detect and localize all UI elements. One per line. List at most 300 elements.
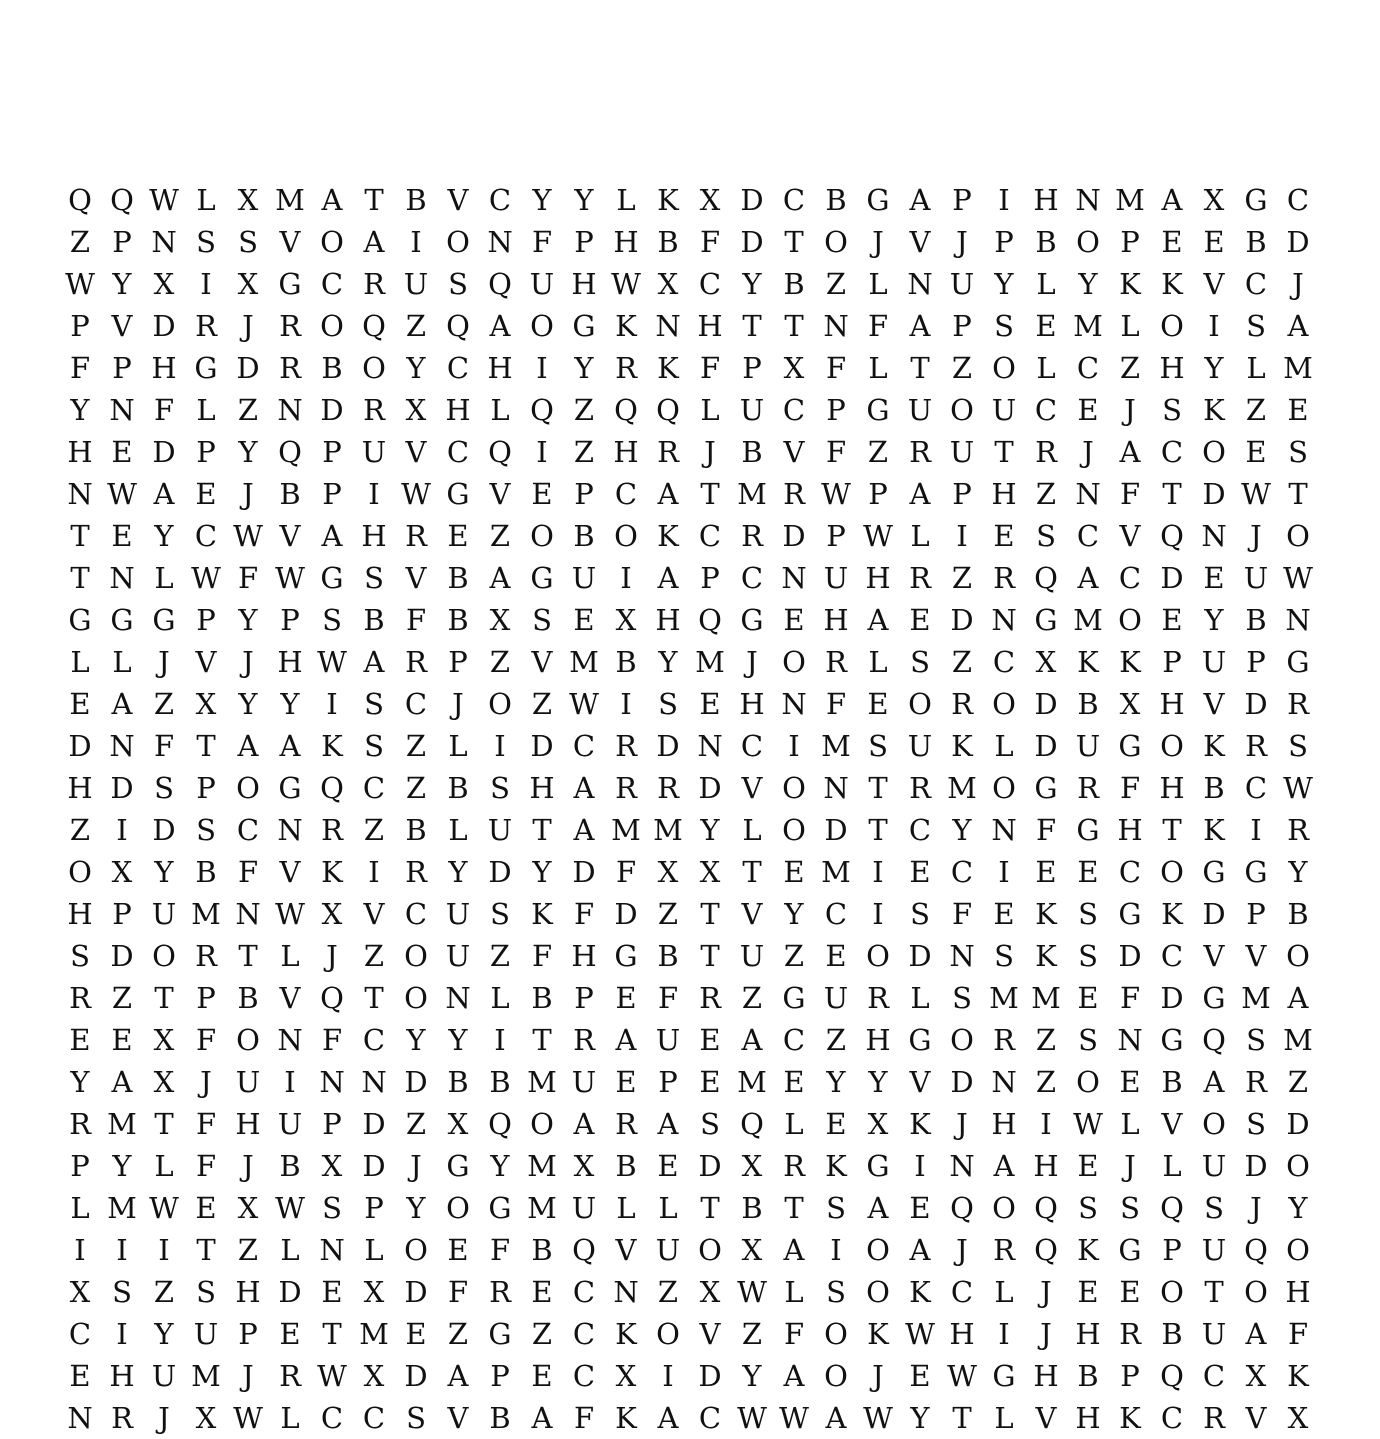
letter-cell[interactable]: S: [1204, 1191, 1224, 1225]
letter-cell[interactable]: R: [405, 855, 427, 889]
letter-cell[interactable]: W: [863, 1401, 893, 1435]
letter-cell[interactable]: Z: [825, 267, 847, 301]
letter-cell[interactable]: G: [992, 1359, 1016, 1393]
letter-cell[interactable]: S: [196, 1275, 216, 1309]
letter-cell[interactable]: N: [991, 813, 1017, 847]
letter-cell[interactable]: M: [569, 645, 599, 679]
letter-cell[interactable]: O: [1286, 939, 1310, 973]
letter-cell[interactable]: Z: [531, 687, 553, 721]
letter-cell[interactable]: D: [362, 1149, 386, 1183]
letter-cell[interactable]: U: [907, 393, 933, 427]
letter-cell[interactable]: E: [405, 1317, 427, 1351]
letter-cell[interactable]: G: [446, 477, 470, 511]
letter-cell[interactable]: L: [616, 183, 636, 217]
letter-cell[interactable]: F: [1119, 771, 1141, 805]
letter-cell[interactable]: B: [447, 561, 469, 595]
letter-cell[interactable]: D: [656, 729, 680, 763]
letter-cell[interactable]: A: [489, 309, 511, 343]
letter-cell[interactable]: I: [536, 435, 548, 469]
letter-cell[interactable]: E: [909, 855, 931, 889]
letter-cell[interactable]: B: [1161, 1065, 1183, 1099]
letter-cell[interactable]: Y: [112, 1149, 132, 1183]
letter-cell[interactable]: P: [1120, 1359, 1140, 1393]
letter-cell[interactable]: F: [657, 981, 679, 1015]
letter-cell[interactable]: Z: [1287, 1065, 1309, 1099]
letter-cell[interactable]: Y: [1078, 267, 1098, 301]
letter-cell[interactable]: J: [956, 1107, 968, 1141]
letter-cell[interactable]: D: [740, 225, 764, 259]
letter-cell[interactable]: D: [152, 309, 176, 343]
letter-cell[interactable]: R: [1245, 729, 1267, 763]
letter-cell[interactable]: P: [70, 1149, 90, 1183]
letter-cell[interactable]: O: [992, 687, 1016, 721]
letter-cell[interactable]: H: [1285, 1275, 1311, 1309]
letter-cell[interactable]: C: [68, 1317, 92, 1351]
letter-cell[interactable]: O: [1244, 1275, 1268, 1309]
letter-cell[interactable]: B: [279, 1149, 301, 1183]
letter-cell[interactable]: B: [573, 519, 595, 553]
letter-cell[interactable]: Q: [1160, 519, 1184, 553]
letter-cell[interactable]: C: [1076, 519, 1100, 553]
letter-cell[interactable]: G: [1034, 603, 1058, 637]
letter-cell[interactable]: F: [195, 1023, 217, 1057]
letter-cell[interactable]: D: [1118, 939, 1142, 973]
letter-cell[interactable]: G: [1076, 813, 1100, 847]
letter-cell[interactable]: J: [1124, 393, 1136, 427]
letter-cell[interactable]: U: [1201, 1317, 1227, 1351]
letter-cell[interactable]: X: [615, 1359, 637, 1393]
letter-cell[interactable]: J: [242, 477, 254, 511]
letter-cell[interactable]: Y: [1288, 1191, 1308, 1225]
letter-cell[interactable]: R: [909, 561, 931, 595]
letter-cell[interactable]: S: [154, 771, 174, 805]
letter-cell[interactable]: J: [956, 225, 968, 259]
letter-cell[interactable]: B: [741, 1191, 763, 1225]
letter-cell[interactable]: T: [532, 1023, 552, 1057]
letter-cell[interactable]: J: [158, 1401, 170, 1435]
letter-cell[interactable]: H: [697, 309, 723, 343]
letter-cell[interactable]: S: [952, 981, 972, 1015]
letter-cell[interactable]: A: [489, 561, 511, 595]
letter-cell[interactable]: M: [359, 1317, 389, 1351]
letter-cell[interactable]: J: [242, 309, 254, 343]
letter-cell[interactable]: R: [783, 477, 805, 511]
letter-cell[interactable]: K: [1077, 1233, 1099, 1267]
letter-cell[interactable]: Q: [110, 183, 134, 217]
letter-cell[interactable]: L: [112, 645, 132, 679]
letter-cell[interactable]: R: [279, 351, 301, 385]
letter-cell[interactable]: U: [949, 267, 975, 301]
letter-cell[interactable]: N: [67, 1401, 93, 1435]
letter-cell[interactable]: I: [494, 1023, 506, 1057]
letter-cell[interactable]: G: [1160, 1023, 1184, 1057]
letter-cell[interactable]: P: [196, 603, 216, 637]
letter-cell[interactable]: S: [910, 645, 930, 679]
letter-cell[interactable]: P: [952, 309, 972, 343]
letter-cell[interactable]: T: [196, 729, 216, 763]
letter-cell[interactable]: P: [574, 225, 594, 259]
letter-cell[interactable]: C: [236, 813, 260, 847]
letter-cell[interactable]: N: [949, 939, 975, 973]
letter-cell[interactable]: N: [655, 309, 681, 343]
letter-cell[interactable]: Y: [70, 1065, 90, 1099]
letter-cell[interactable]: L: [70, 1191, 90, 1225]
letter-cell[interactable]: H: [487, 351, 513, 385]
letter-cell[interactable]: L: [280, 1233, 300, 1267]
letter-cell[interactable]: R: [279, 309, 301, 343]
letter-cell[interactable]: O: [1160, 1275, 1184, 1309]
letter-cell[interactable]: E: [531, 477, 553, 511]
letter-cell[interactable]: O: [614, 519, 638, 553]
letter-cell[interactable]: H: [529, 771, 555, 805]
letter-cell[interactable]: K: [1035, 939, 1057, 973]
letter-cell[interactable]: L: [658, 1191, 678, 1225]
letter-cell[interactable]: E: [867, 687, 889, 721]
letter-cell[interactable]: I: [536, 351, 548, 385]
letter-cell[interactable]: K: [1203, 393, 1225, 427]
letter-cell[interactable]: D: [278, 1275, 302, 1309]
letter-cell[interactable]: N: [823, 309, 849, 343]
letter-cell[interactable]: R: [1077, 771, 1099, 805]
letter-cell[interactable]: R: [195, 939, 217, 973]
letter-cell[interactable]: C: [992, 645, 1016, 679]
letter-cell[interactable]: L: [910, 519, 930, 553]
letter-cell[interactable]: F: [69, 351, 91, 385]
letter-cell[interactable]: C: [572, 1317, 596, 1351]
letter-cell[interactable]: U: [487, 813, 513, 847]
letter-cell[interactable]: H: [1117, 813, 1143, 847]
letter-cell[interactable]: P: [1162, 645, 1182, 679]
letter-cell[interactable]: Q: [1160, 1191, 1184, 1225]
letter-cell[interactable]: P: [952, 477, 972, 511]
letter-cell[interactable]: J: [746, 645, 758, 679]
letter-cell[interactable]: G: [488, 1317, 512, 1351]
letter-cell[interactable]: E: [993, 897, 1015, 931]
letter-cell[interactable]: G: [866, 393, 890, 427]
letter-cell[interactable]: L: [868, 351, 888, 385]
letter-cell[interactable]: E: [825, 939, 847, 973]
letter-cell[interactable]: W: [233, 519, 263, 553]
letter-cell[interactable]: B: [447, 771, 469, 805]
letter-cell[interactable]: D: [404, 1065, 428, 1099]
letter-cell[interactable]: P: [112, 225, 132, 259]
letter-cell[interactable]: P: [196, 981, 216, 1015]
letter-cell[interactable]: S: [700, 1107, 720, 1141]
letter-cell[interactable]: R: [909, 435, 931, 469]
letter-cell[interactable]: G: [152, 603, 176, 637]
letter-cell[interactable]: J: [1082, 435, 1094, 469]
letter-cell[interactable]: H: [361, 519, 387, 553]
letter-cell[interactable]: P: [574, 981, 594, 1015]
letter-cell[interactable]: S: [1246, 309, 1266, 343]
letter-cell[interactable]: S: [1246, 1023, 1266, 1057]
letter-cell[interactable]: Q: [320, 981, 344, 1015]
letter-cell[interactable]: L: [1162, 1149, 1182, 1183]
letter-cell[interactable]: L: [1120, 309, 1140, 343]
letter-cell[interactable]: R: [279, 1359, 301, 1393]
letter-cell[interactable]: W: [1283, 561, 1313, 595]
letter-cell[interactable]: P: [1120, 225, 1140, 259]
letter-cell[interactable]: G: [194, 351, 218, 385]
letter-cell[interactable]: U: [151, 1359, 177, 1393]
letter-cell[interactable]: Y: [154, 855, 174, 889]
letter-cell[interactable]: I: [494, 729, 506, 763]
letter-cell[interactable]: N: [781, 561, 807, 595]
letter-cell[interactable]: G: [782, 981, 806, 1015]
letter-cell[interactable]: I: [872, 897, 884, 931]
letter-cell[interactable]: S: [238, 225, 258, 259]
letter-cell[interactable]: Q: [1034, 561, 1058, 595]
letter-cell[interactable]: H: [823, 603, 849, 637]
letter-cell[interactable]: C: [782, 183, 806, 217]
letter-cell[interactable]: L: [1246, 351, 1266, 385]
letter-cell[interactable]: T: [238, 939, 258, 973]
letter-cell[interactable]: E: [69, 1359, 91, 1393]
letter-cell[interactable]: O: [530, 1107, 554, 1141]
letter-cell[interactable]: F: [153, 729, 175, 763]
letter-cell[interactable]: K: [657, 351, 679, 385]
letter-cell[interactable]: K: [1119, 267, 1141, 301]
letter-cell[interactable]: I: [998, 1317, 1010, 1351]
letter-cell[interactable]: D: [1034, 729, 1058, 763]
letter-cell[interactable]: J: [704, 435, 716, 469]
letter-cell[interactable]: Y: [994, 267, 1014, 301]
letter-cell[interactable]: A: [867, 1191, 889, 1225]
letter-cell[interactable]: F: [153, 393, 175, 427]
letter-cell[interactable]: Z: [825, 1023, 847, 1057]
letter-cell[interactable]: M: [1283, 1023, 1313, 1057]
letter-cell[interactable]: E: [1203, 561, 1225, 595]
letter-cell[interactable]: F: [573, 1401, 595, 1435]
letter-cell[interactable]: R: [363, 267, 385, 301]
letter-cell[interactable]: M: [1115, 183, 1145, 217]
letter-cell[interactable]: Z: [951, 351, 973, 385]
letter-cell[interactable]: O: [446, 225, 470, 259]
letter-cell[interactable]: D: [1202, 897, 1226, 931]
letter-cell[interactable]: C: [572, 1275, 596, 1309]
letter-cell[interactable]: X: [237, 1191, 259, 1225]
letter-cell[interactable]: A: [783, 1359, 805, 1393]
letter-cell[interactable]: P: [322, 477, 342, 511]
letter-cell[interactable]: S: [364, 561, 384, 595]
letter-cell[interactable]: E: [615, 981, 637, 1015]
letter-cell[interactable]: T: [700, 1191, 720, 1225]
letter-cell[interactable]: E: [783, 603, 805, 637]
letter-cell[interactable]: Y: [406, 351, 426, 385]
letter-cell[interactable]: A: [531, 1401, 553, 1435]
letter-cell[interactable]: P: [322, 435, 342, 469]
letter-cell[interactable]: D: [404, 1275, 428, 1309]
letter-cell[interactable]: I: [872, 855, 884, 889]
letter-cell[interactable]: W: [65, 267, 95, 301]
letter-cell[interactable]: O: [320, 309, 344, 343]
letter-cell[interactable]: X: [237, 183, 259, 217]
letter-cell[interactable]: N: [67, 477, 93, 511]
letter-cell[interactable]: N: [277, 1023, 303, 1057]
letter-cell[interactable]: F: [573, 897, 595, 931]
letter-cell[interactable]: S: [1288, 729, 1308, 763]
letter-cell[interactable]: N: [277, 813, 303, 847]
letter-cell[interactable]: E: [1161, 603, 1183, 637]
letter-cell[interactable]: T: [70, 519, 90, 553]
letter-cell[interactable]: R: [1287, 687, 1309, 721]
letter-cell[interactable]: Z: [405, 729, 427, 763]
letter-cell[interactable]: S: [490, 897, 510, 931]
letter-cell[interactable]: E: [111, 519, 133, 553]
letter-cell[interactable]: O: [866, 939, 890, 973]
letter-cell[interactable]: K: [1203, 729, 1225, 763]
letter-cell[interactable]: R: [69, 1107, 91, 1141]
letter-cell[interactable]: N: [235, 897, 261, 931]
letter-cell[interactable]: L: [994, 1275, 1014, 1309]
letter-cell[interactable]: X: [321, 1149, 343, 1183]
letter-cell[interactable]: N: [277, 393, 303, 427]
letter-cell[interactable]: M: [737, 1065, 767, 1099]
letter-cell[interactable]: T: [742, 855, 762, 889]
letter-cell[interactable]: X: [1203, 183, 1225, 217]
letter-cell[interactable]: Z: [363, 939, 385, 973]
letter-cell[interactable]: D: [1160, 981, 1184, 1015]
letter-cell[interactable]: O: [320, 225, 344, 259]
letter-cell[interactable]: W: [107, 477, 137, 511]
letter-cell[interactable]: A: [867, 603, 889, 637]
letter-cell[interactable]: C: [1076, 351, 1100, 385]
letter-cell[interactable]: C: [698, 1401, 722, 1435]
letter-cell[interactable]: A: [1203, 1065, 1225, 1099]
letter-cell[interactable]: W: [191, 561, 221, 595]
letter-cell[interactable]: J: [1124, 1149, 1136, 1183]
letter-cell[interactable]: S: [1036, 519, 1056, 553]
letter-cell[interactable]: M: [1283, 351, 1313, 385]
letter-cell[interactable]: H: [865, 561, 891, 595]
letter-cell[interactable]: F: [615, 855, 637, 889]
letter-cell[interactable]: X: [153, 1065, 175, 1099]
letter-cell[interactable]: T: [364, 183, 384, 217]
letter-cell[interactable]: K: [1119, 645, 1141, 679]
letter-cell[interactable]: D: [740, 183, 764, 217]
letter-cell[interactable]: Q: [950, 1191, 974, 1225]
letter-cell[interactable]: C: [446, 351, 470, 385]
letter-cell[interactable]: H: [991, 477, 1017, 511]
letter-cell[interactable]: C: [824, 897, 848, 931]
letter-cell[interactable]: D: [152, 813, 176, 847]
letter-cell[interactable]: Y: [532, 855, 552, 889]
letter-cell[interactable]: L: [1120, 1107, 1140, 1141]
letter-cell[interactable]: C: [740, 561, 764, 595]
letter-cell[interactable]: P: [280, 603, 300, 637]
letter-cell[interactable]: U: [1201, 1149, 1227, 1183]
letter-cell[interactable]: M: [821, 855, 851, 889]
letter-cell[interactable]: R: [993, 561, 1015, 595]
letter-cell[interactable]: Q: [530, 393, 554, 427]
letter-cell[interactable]: G: [866, 1149, 890, 1183]
letter-cell[interactable]: N: [1075, 477, 1101, 511]
letter-cell[interactable]: L: [490, 981, 510, 1015]
letter-cell[interactable]: V: [1035, 1401, 1057, 1435]
letter-cell[interactable]: O: [1160, 729, 1184, 763]
letter-cell[interactable]: E: [657, 1149, 679, 1183]
letter-cell[interactable]: M: [191, 1359, 221, 1393]
letter-cell[interactable]: O: [404, 1233, 428, 1267]
letter-cell[interactable]: G: [1118, 729, 1142, 763]
letter-cell[interactable]: E: [1077, 981, 1099, 1015]
letter-cell[interactable]: F: [783, 1317, 805, 1351]
letter-cell[interactable]: U: [1201, 645, 1227, 679]
letter-cell[interactable]: P: [1246, 897, 1266, 931]
letter-cell[interactable]: B: [237, 981, 259, 1015]
letter-cell[interactable]: J: [410, 1149, 422, 1183]
letter-cell[interactable]: I: [620, 687, 632, 721]
letter-cell[interactable]: F: [825, 351, 847, 385]
letter-cell[interactable]: H: [1159, 351, 1185, 385]
letter-cell[interactable]: O: [908, 687, 932, 721]
letter-cell[interactable]: X: [447, 1107, 469, 1141]
letter-cell[interactable]: Y: [1204, 351, 1224, 385]
letter-cell[interactable]: X: [195, 1401, 217, 1435]
letter-cell[interactable]: O: [404, 939, 428, 973]
letter-cell[interactable]: B: [321, 351, 343, 385]
letter-cell[interactable]: T: [994, 435, 1014, 469]
letter-cell[interactable]: A: [1287, 309, 1309, 343]
letter-cell[interactable]: Z: [111, 981, 133, 1015]
letter-cell[interactable]: K: [1287, 1359, 1309, 1393]
letter-cell[interactable]: T: [700, 897, 720, 931]
letter-cell[interactable]: R: [1287, 813, 1309, 847]
letter-cell[interactable]: Z: [405, 1107, 427, 1141]
letter-cell[interactable]: B: [489, 1065, 511, 1099]
letter-cell[interactable]: O: [362, 351, 386, 385]
letter-cell[interactable]: Z: [573, 435, 595, 469]
letter-cell[interactable]: C: [362, 1401, 386, 1435]
letter-cell[interactable]: N: [613, 1275, 639, 1309]
letter-cell[interactable]: H: [1075, 1317, 1101, 1351]
letter-cell[interactable]: H: [739, 687, 765, 721]
letter-cell[interactable]: R: [195, 309, 217, 343]
letter-cell[interactable]: I: [116, 813, 128, 847]
letter-cell[interactable]: I: [662, 1359, 674, 1393]
letter-cell[interactable]: R: [783, 1149, 805, 1183]
letter-cell[interactable]: U: [193, 1317, 219, 1351]
letter-cell[interactable]: T: [364, 981, 384, 1015]
letter-cell[interactable]: E: [1077, 1275, 1099, 1309]
letter-cell[interactable]: E: [279, 1317, 301, 1351]
letter-cell[interactable]: M: [1073, 603, 1103, 637]
letter-cell[interactable]: B: [1245, 225, 1267, 259]
letter-cell[interactable]: F: [321, 1023, 343, 1057]
letter-cell[interactable]: J: [1250, 1191, 1262, 1225]
letter-cell[interactable]: K: [615, 1401, 637, 1435]
letter-cell[interactable]: D: [404, 1359, 428, 1393]
letter-cell[interactable]: A: [825, 1401, 847, 1435]
letter-cell[interactable]: L: [784, 1275, 804, 1309]
letter-cell[interactable]: M: [527, 1149, 557, 1183]
letter-cell[interactable]: B: [1077, 1359, 1099, 1393]
letter-cell[interactable]: B: [447, 1065, 469, 1099]
letter-cell[interactable]: E: [1077, 393, 1099, 427]
letter-cell[interactable]: F: [447, 1275, 469, 1309]
letter-cell[interactable]: K: [1203, 813, 1225, 847]
letter-cell[interactable]: V: [1203, 939, 1225, 973]
letter-cell[interactable]: M: [107, 1191, 137, 1225]
letter-cell[interactable]: J: [242, 1149, 254, 1183]
letter-cell[interactable]: R: [321, 813, 343, 847]
letter-cell[interactable]: V: [405, 561, 427, 595]
letter-cell[interactable]: I: [998, 855, 1010, 889]
letter-cell[interactable]: M: [107, 1107, 137, 1141]
letter-cell[interactable]: F: [1119, 981, 1141, 1015]
letter-cell[interactable]: D: [110, 771, 134, 805]
letter-cell[interactable]: R: [657, 435, 679, 469]
